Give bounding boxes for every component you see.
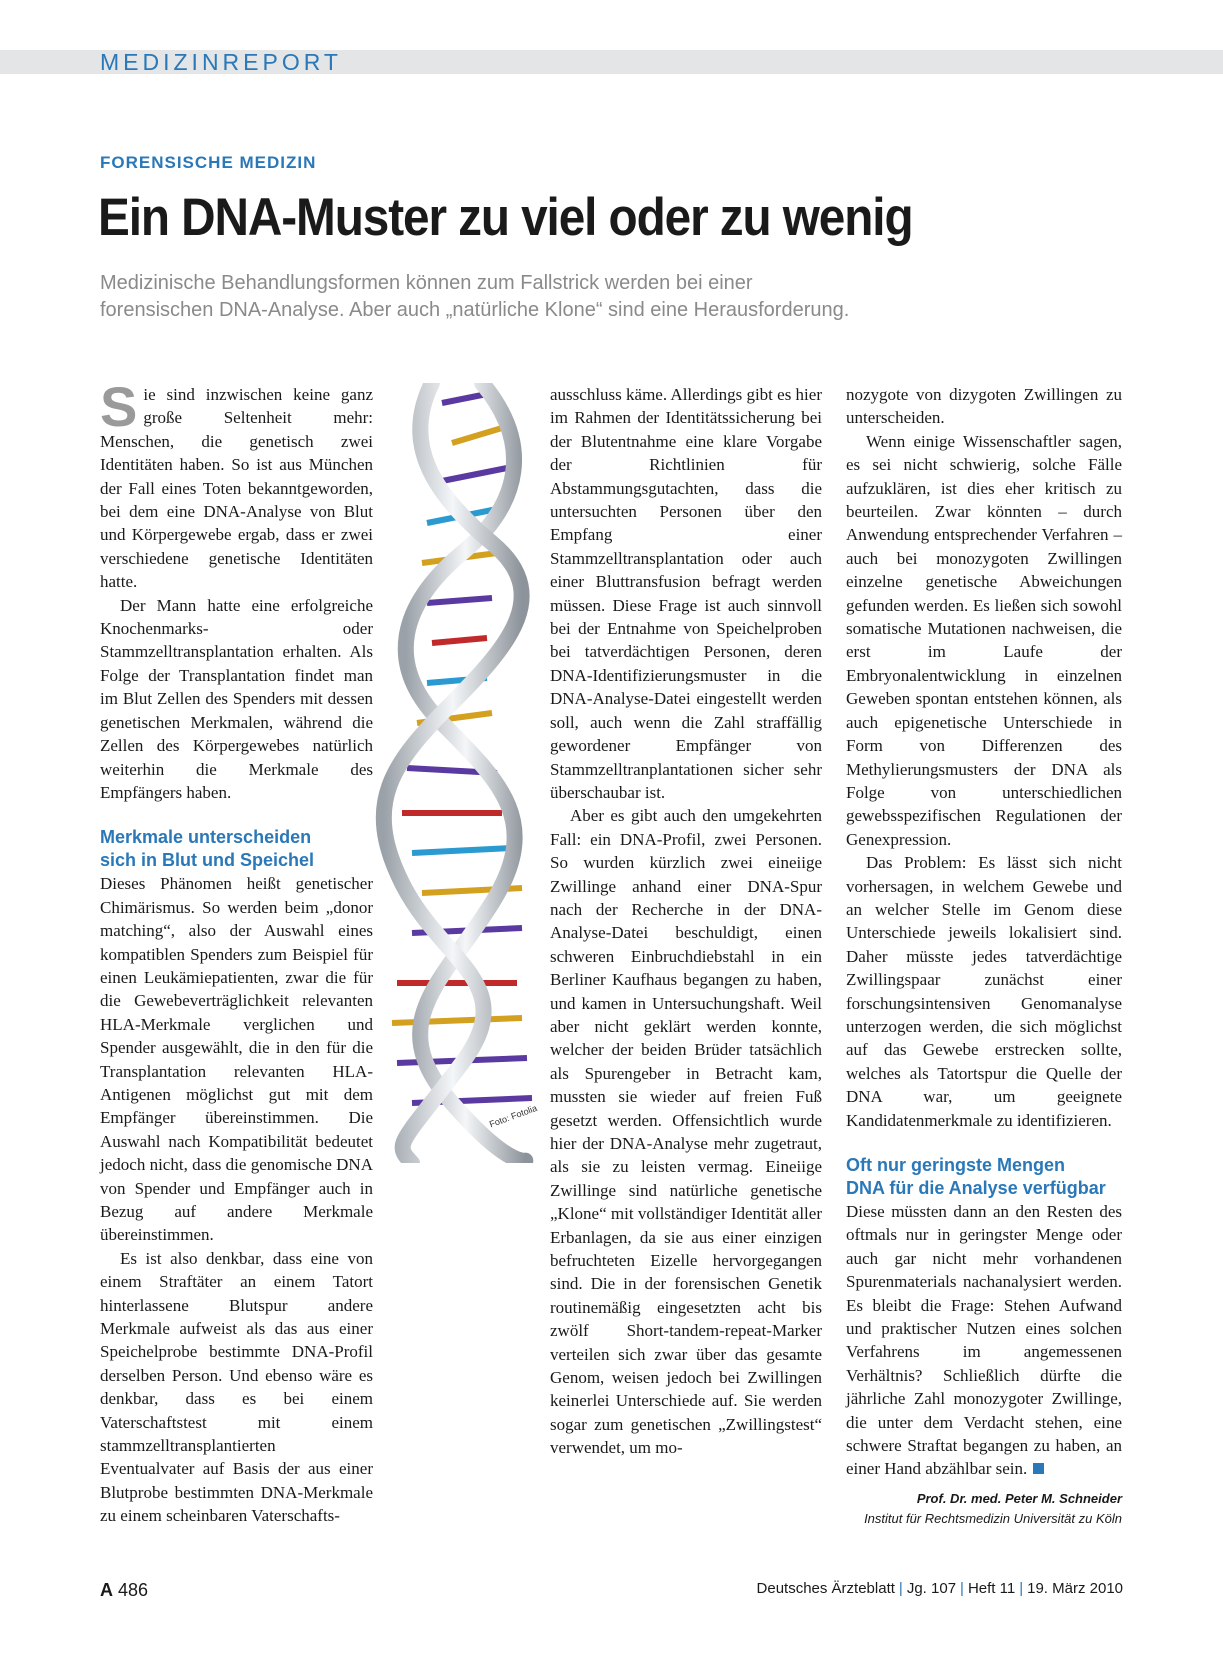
paragraph: Es ist also denkbar, dass eine von einem Straftäter an einem Tatort hinterlassene Blutspur andere Merkmale aufweist als das aus einer Speichelprobe bestimmte DNA-Profil derselben Person. Und ebenso wäre es denkbar, dass es bei einem Vaterschaftstest mit einem stammzelltransplantierten Eventualvater auf Basis der aus einer Blutprobe bestimmten DNA-Merkmale zu einem scheinbaren Vaterschafts- <box>100 1248 373 1526</box>
column-3 <box>846 383 1122 1529</box>
paragraph: Dieses Phänomen heißt genetischer Chimärismus. So werden beim „donor matching“, also der Auswahl eines kompatiblen Spenders zum Beispiel für einen Leukämiepatienten, zwar die für die Gewebeverträglichkeit relevanten HLA-Merkmale verglichen und Spender ausgewählt, die in den für die Transplantation relevanten HLA-Antigenen möglichst gut mit dem Empfänger übereinstimmen. Die Auswahl nach Kompatibilität bedeutet jedoch nicht, dass die genomische DNA von Spender und Empfänger auch in Bezug auf andere Merkmale übereinstimmen. <box>100 874 373 1245</box>
subheading-line: Oft nur geringste Mengen <box>846 1155 1066 1175</box>
deck-line-2: forensischen DNA-Analyse. Aber auch „natürliche Klone“ sind eine Herausforderung. <box>100 299 850 321</box>
journal-issue: Heft 11 <box>967 1580 1016 1597</box>
paragraph: Der Mann hatte eine erfolgreiche Knochenmarks- oder Stammzelltransplantation erhalten. Als Folge der Transplantation findet man im Blut Zellen des Spenders mit dessen genetischen Merkmalen, während die Zellen des Körpergewebes natürlich weiterhin die Merkmale des Empfängers haben. <box>100 595 373 802</box>
dna-helix-illustration <box>372 383 552 1163</box>
page-prefix: A <box>100 1580 113 1600</box>
journal-name: Deutsches Ärzteblatt <box>756 1580 895 1597</box>
subheading <box>846 1154 1122 1200</box>
separator: | <box>960 1580 964 1597</box>
paragraph: ausschluss käme. Allerdings gibt es hier im Rahmen der Identitätssicherung bei der Blutentnahme eine klare Vorgabe der Richtlinien für Abstammungsgutachten, dass die untersuchten Personen über den Empfang einer Stammzelltransplantation oder auch einer Bluttransfusion befragt werden müssen. Diese Frage ist auch sinnvoll bei der Entnahme von Speichelproben bei tatverdächtigen Personen, deren DNA-Identifizierungsmuster in die DNA-Analyse-Datei eingestellt werden soll, auch wenn die Zahl straffällig gewordener Empfänger von Stammzelltranplantationen sicher sehr überschaubar ist. <box>550 385 822 802</box>
subheading-line: Merkmale unterscheiden <box>100 827 312 848</box>
subheading <box>100 826 373 872</box>
author-name: Prof. Dr. med. Peter M. Schneider <box>916 1490 1122 1506</box>
column-1 <box>100 375 373 1528</box>
paragraph: Aber es gibt auch den umgekehrten Fall: ein DNA-Profil, zwei Personen. So wurden kürzlich zwei eineiige Zwillinge anhand einer DNA-Spur nach der Recherche in der DNA-Analyse-Datei beschuldigt, einen schweren Einbruchdiebstahl in ein Berliner Kaufhaus begangen zu haben, und kamen in Untersuchungshaft. Weil aber nicht geklärt werden konnte, welcher der beiden Brüder tatsächlich als Spurengeber in Betracht kam, mussten sie wieder auf freien Fuß gesetzt werden. Offensichtlich wurde hier der DNA-Analyse mehr zugetraut, als sie zu leisten vermag. Eineiige Zwillinge sind natürliche genetische „Klone“ mit vollständiger Identität aller Erbanlagen, da sie aus einer einzigen befruchteten Eizelle hervorgegangen sind. Die in der forensischen Genetik routinemäßig eingesetzten acht bis zwölf Short-tandem-repeat-Marker verteilen sich zwar über das gesamte Genom, weisen jedoch bei Zwillingen keinerlei Unterschiede auf. Sie werden sogar zum genetischen „Zwillingstest“ verwendet, um mo- <box>550 806 822 1458</box>
page-number-value: 486 <box>118 1580 149 1600</box>
paragraph: Wenn einige Wissenschaftler sagen, es sei nicht schwierig, solche Fälle aufzuklären, ist dies eher kritisch zu beurteilen. Zwar könnten – durch Anwendung entsprechender Verfahren – auch bei monozygoten Zwillingen einzelne genetische Abweichungen gefunden werden. Es ließen sich sowohl somatische Mutationen nachweisen, die erst im Laufe der Embryonalentwicklung in einzelnen Geweben spontan entstehen können, als auch epigenetische Unterschiede in Form von Differenzen des Methylierungsmusters der DNA als Folge von unterschiedlichen gewebsspezifischen Regulationen der Genexpression. <box>846 431 1122 849</box>
journal-volume: Jg. 107 <box>906 1580 957 1597</box>
journal-info <box>757 1580 1123 1597</box>
journal-date: 19. März 2010 <box>1027 1580 1123 1597</box>
subheading-line: DNA für die Analyse verfügbar <box>846 1178 1106 1198</box>
paragraph-text: Diese müssten dann an den Resten des oftmals nur in geringster Menge oder auch gar nicht mehr vorhandenen Spurenmaterials nachanalysiert werden. Es bleibt die Frage: Stehen Aufwand und praktischer Nutzen eines solchen Verfahrens im angemessenen Verhältnis? Schließlich dürfte die jährliche Zahl monozygoter Zwillinge, die unter dem Verdacht stehen, eine schwere Straftat begangen zu haben, an einer Hand abzählbar sein. <box>846 1202 1122 1479</box>
page-number <box>100 1580 148 1601</box>
article-deck <box>100 270 1020 324</box>
author-institute: Institut für Rechtsmedizin Universität zu Köln <box>864 1510 1122 1526</box>
end-mark-icon <box>1033 1463 1044 1474</box>
paragraph <box>846 1200 1122 1481</box>
paragraph <box>100 375 373 594</box>
subheading-line: sich in Blut und Speichel <box>100 850 315 871</box>
deck-line-1: Medizinische Behandlungsformen können zum Fallstrick werden bei einer <box>100 272 753 294</box>
paragraph-text: ie sind inzwischen keine ganz große Seltenheit mehr: Menschen, die genetisch zwei Identitäten haben. So ist aus München der Fall eines Toten bekanntgeworden, bei dem eine DNA-Analyse von Blut und Körpergewebe ergab, dass er zwei verschiedene genetische Identitäten hatte. <box>100 385 373 592</box>
separator: | <box>898 1580 903 1597</box>
article-title: Ein DNA-Muster zu viel oder zu wenig <box>98 188 913 247</box>
column-2 <box>550 383 822 1460</box>
paragraph: nozygote von dizygoten Zwillingen zu unterscheiden. <box>846 385 1122 428</box>
section-label: MEDIZINREPORT <box>100 49 342 75</box>
paragraph: Das Problem: Es lässt sich nicht vorhersagen, in welchem Gewebe und an welcher Stelle im Genom diese Unterschiede jeweils lokalisiert sind. Daher müsste jedes tatverdächtige Zwillingspaar zunächst einer forschungsintensiven Genomanalyse unterzogen werden, die sich möglichst auf das Gewebe erstrecken sollte, welches als Tatortspur die Quelle der DNA war, um geeignete Kandidatenmerkmale zu identifizieren. <box>846 853 1122 1130</box>
kicker: FORENSISCHE MEDIZIN <box>100 153 317 172</box>
separator: | <box>1019 1580 1024 1597</box>
author-block <box>846 1489 1122 1529</box>
drop-cap: S <box>100 375 138 438</box>
photo-credit: Foto: Fotolia <box>488 1102 539 1130</box>
